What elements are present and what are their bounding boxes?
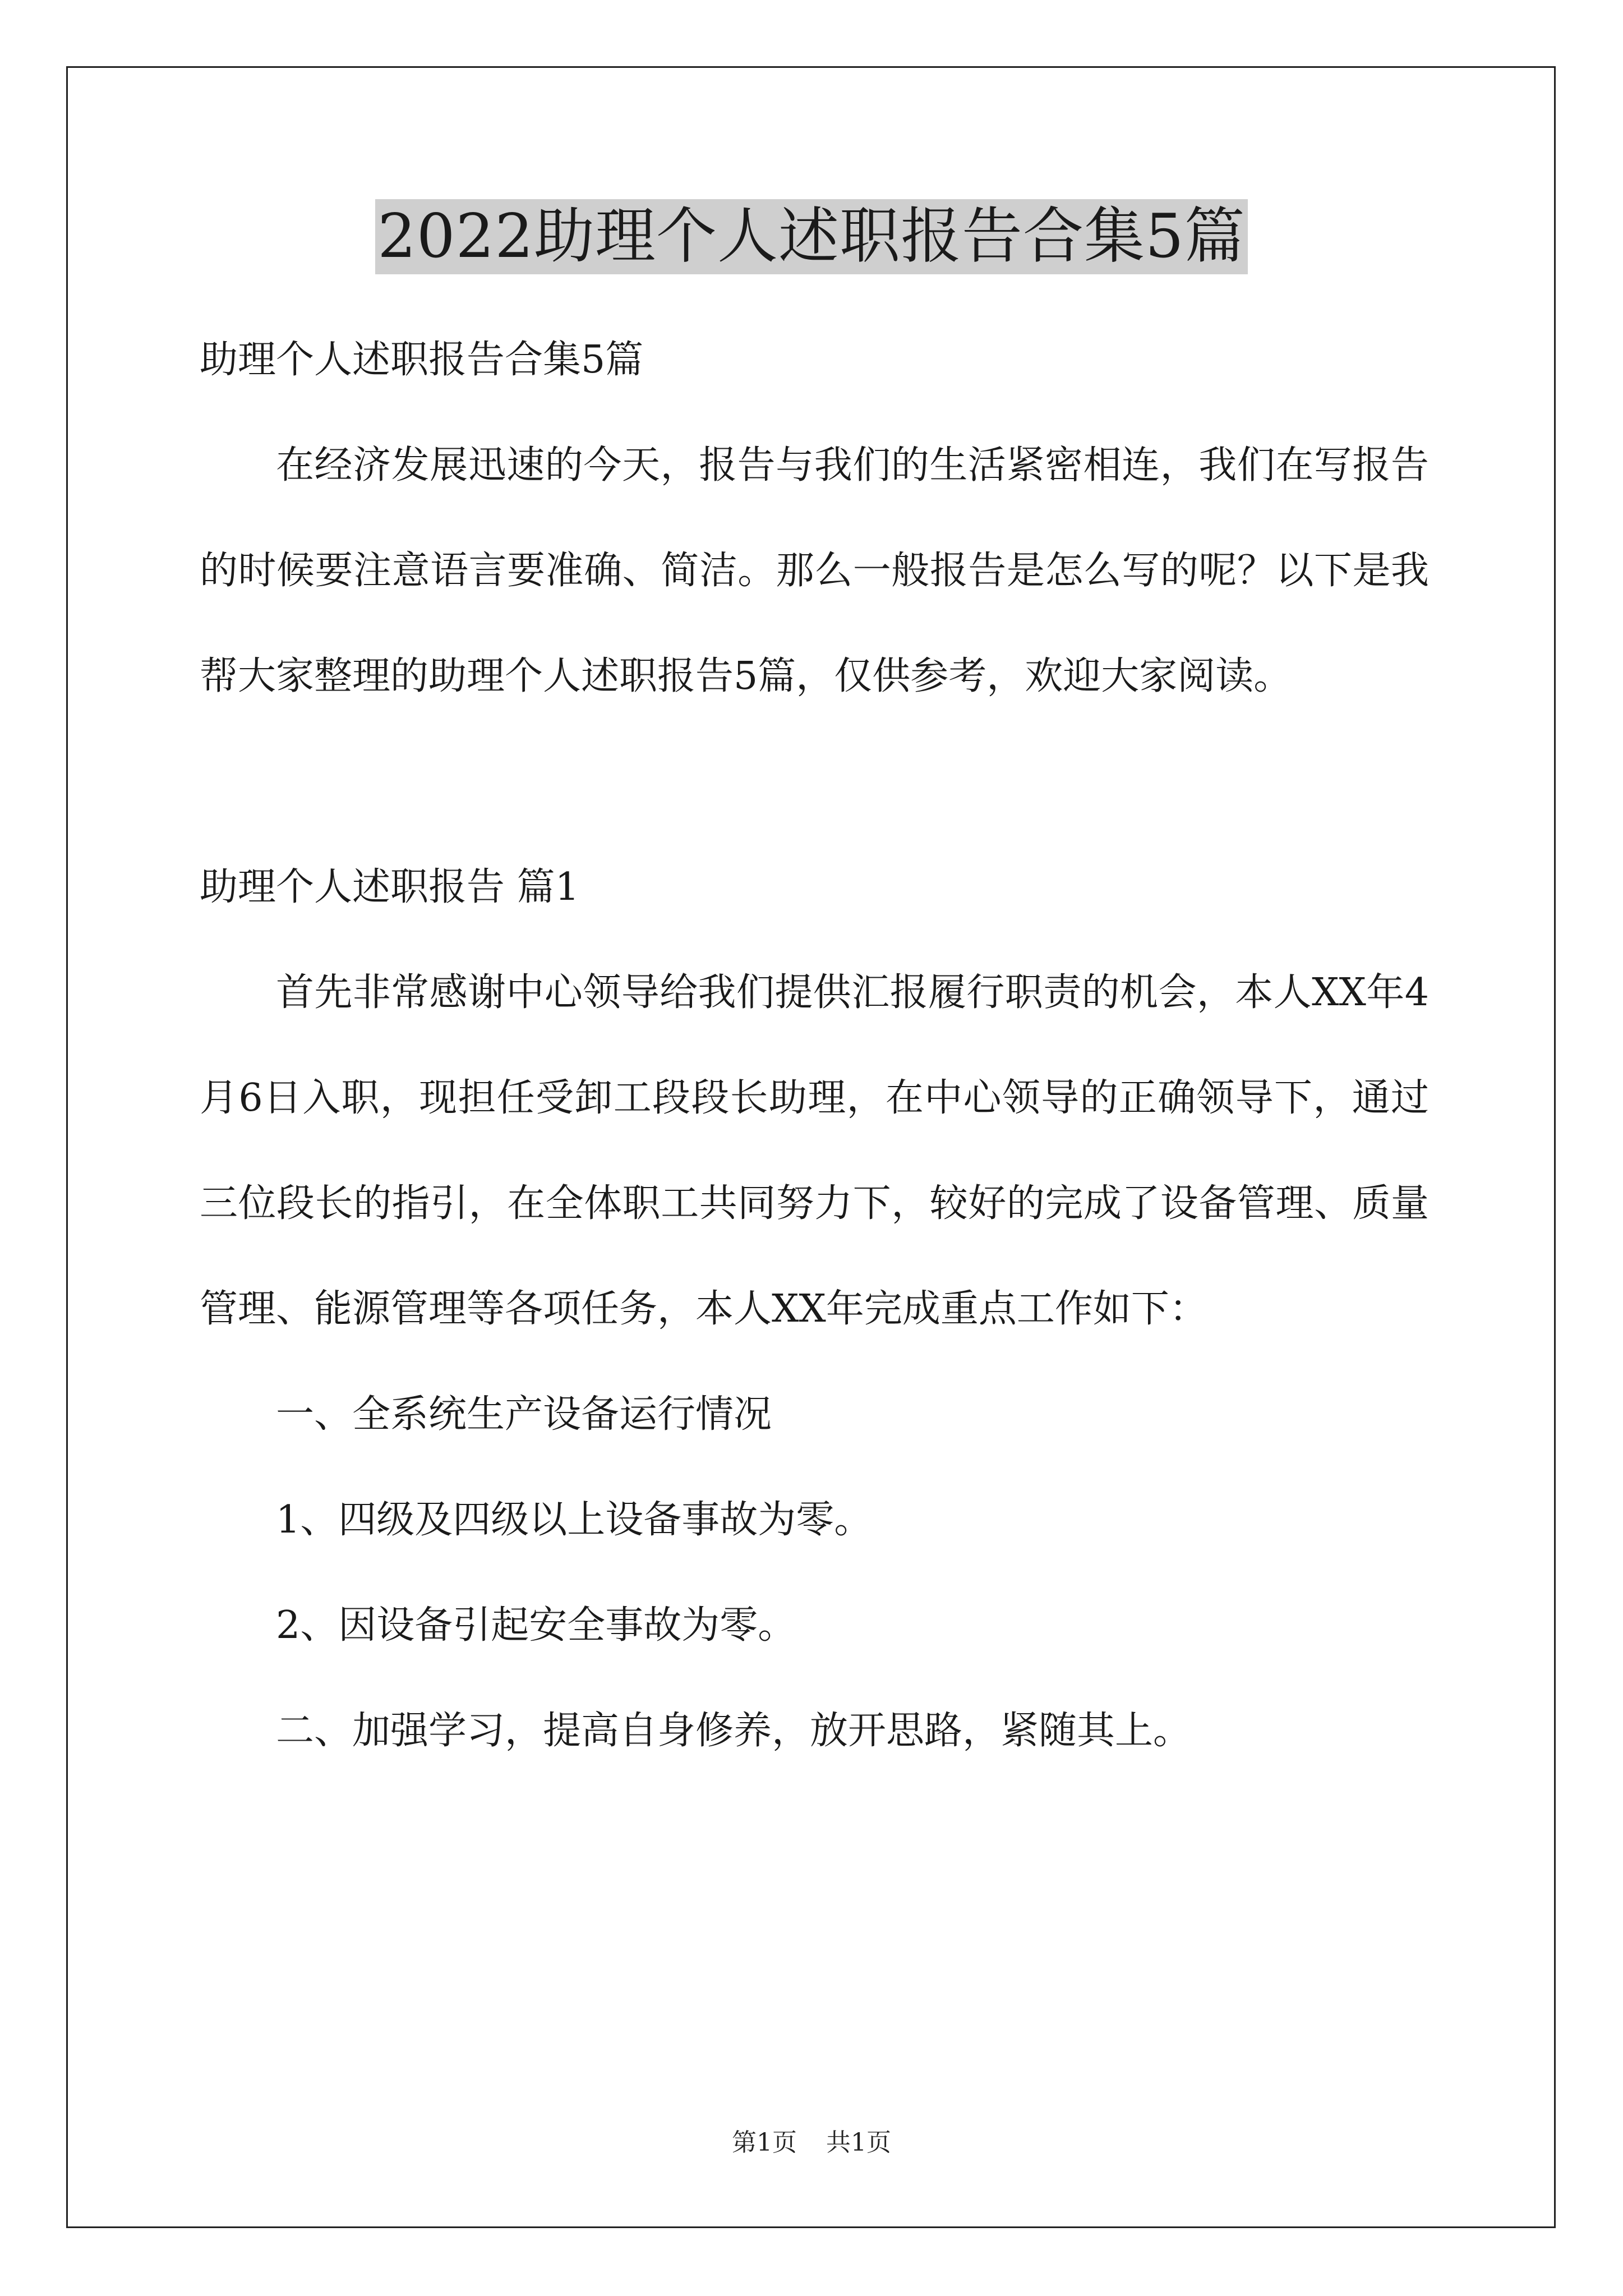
- page-footer: [0, 2126, 1623, 2160]
- list-item-heading-2: 二、加强学习，提高自身修养，放开思路，紧随其上。: [276, 1709, 1192, 1753]
- page-number-current: 第1页: [732, 2128, 797, 2157]
- document-title: 2022助理个人述职报告合集5篇: [375, 199, 1248, 274]
- list-item-heading-1: 一、全系统生产设备运行情况: [276, 1392, 772, 1437]
- body-paragraph: 首先非常感谢中心领导给我们提供汇报履行职责的机会，本人XX年4月6日入职，现担任受卸工段段长助理，在中心领导的正确领导下，通过三位段长的指引，在全体职工共同努力下，较好的完成了设备管理、质量管理、能源管理等各项任务，本人XX年完成重点工作如下：: [200, 970, 1429, 1331]
- document-body: [200, 307, 1429, 1784]
- section-heading: 助理个人述职报告 篇1: [200, 865, 579, 909]
- page-number-total: 共1页: [826, 2128, 891, 2157]
- list-item-1-1: 1、四级及四级以上设备事故为零。: [276, 1498, 873, 1542]
- document-subtitle: 助理个人述职报告合集5篇: [200, 338, 644, 382]
- list-item-1-2: 2、因设备引起安全事故为零。: [276, 1603, 796, 1648]
- intro-paragraph: 在经济发展迅速的今天，报告与我们的生活紧密相连，我们在写报告的时候要注意语言要准确、简洁。那么一般报告是怎么写的呢？以下是我帮大家整理的助理个人述职报告5篇，仅供参考，欢迎大家阅读。: [200, 443, 1429, 698]
- title-container: [0, 199, 1623, 274]
